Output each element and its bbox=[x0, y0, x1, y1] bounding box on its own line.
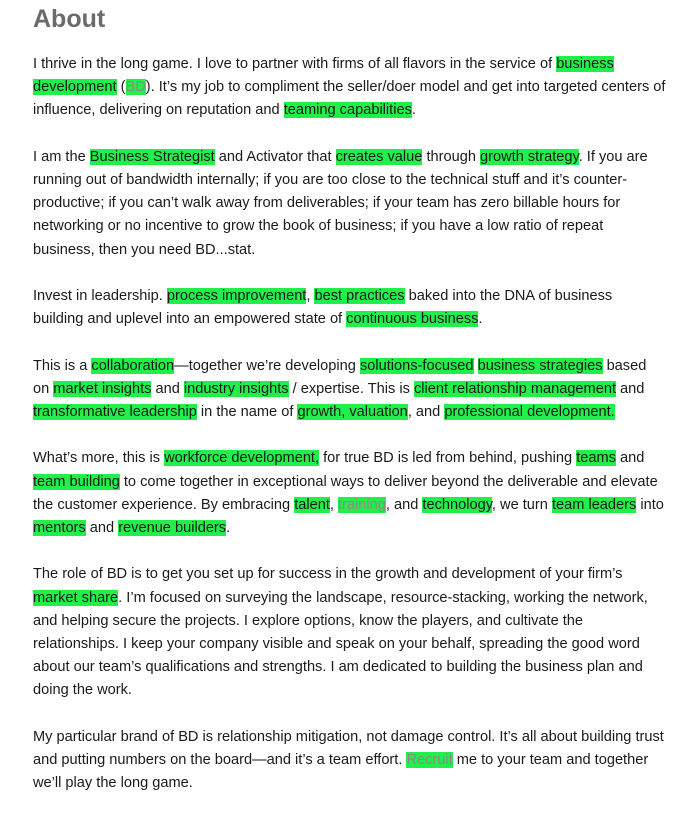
paragraph-text: ( bbox=[116, 79, 126, 96]
paragraph bbox=[33, 355, 666, 425]
paragraph-text: and bbox=[615, 450, 645, 467]
highlighted-keyword: business strategies bbox=[477, 357, 603, 374]
paragraph-text: What’s more, this is bbox=[33, 450, 165, 467]
paragraph-text: into bbox=[636, 496, 664, 513]
highlighted-keyword: solutions-focused bbox=[359, 357, 474, 374]
paragraph-text: / expertise. This is bbox=[288, 380, 414, 397]
highlighted-keyword: collaboration bbox=[91, 357, 175, 374]
paragraph-text: , bbox=[329, 496, 339, 513]
highlighted-keyword: best practices bbox=[314, 288, 405, 304]
paragraph-text: in the name of bbox=[196, 404, 298, 420]
highlighted-keyword: professional development. bbox=[444, 404, 615, 420]
highlighted-keyword: transformative leadership bbox=[33, 404, 197, 420]
paragraph-text: I thrive in the long game. I love to partner with firms of all flavors in the service of bbox=[33, 56, 557, 72]
highlighted-keyword: training bbox=[338, 496, 386, 513]
highlighted-keyword: workforce development, bbox=[164, 450, 320, 467]
paragraph-text: , bbox=[306, 288, 315, 304]
paragraph bbox=[33, 447, 666, 540]
highlighted-keyword: BD bbox=[125, 79, 146, 96]
highlighted-keyword: technology bbox=[422, 496, 492, 513]
paragraph-text: . I’m focused on surveying the landscape, resource-stacking, working the network, and helping secure the projects. I explore options, know the players, and cultivate the relationships. I keep your company visible and speak on your behalf, spreading the good word about our team’s qualifications and strengths. I am dedicated to building the business plan and doing the work. bbox=[33, 589, 648, 699]
highlighted-keyword: revenue builders bbox=[118, 520, 227, 536]
paragraph bbox=[33, 53, 666, 123]
highlighted-keyword: teams bbox=[576, 450, 616, 467]
paragraph-text: through bbox=[422, 148, 481, 165]
highlighted-keyword: team building bbox=[33, 473, 120, 490]
highlighted-keyword: Recruit bbox=[406, 752, 453, 768]
highlighted-keyword: talent bbox=[294, 496, 330, 513]
highlighted-keyword: process improvement bbox=[166, 288, 307, 304]
paragraph-text: for true BD is led from behind, pushing bbox=[319, 450, 577, 467]
paragraph bbox=[33, 563, 666, 702]
highlighted-keyword: Business Strategist bbox=[89, 148, 215, 165]
paragraph bbox=[33, 285, 666, 331]
paragraph-text: based on bbox=[33, 357, 647, 397]
highlighted-keyword: client relationship management bbox=[414, 380, 616, 397]
about-body bbox=[33, 53, 666, 795]
highlighted-keyword: continuous business bbox=[346, 311, 479, 328]
paragraph-text bbox=[474, 358, 478, 374]
paragraph-text: Invest in leadership. bbox=[33, 288, 167, 304]
paragraph bbox=[33, 146, 666, 262]
highlighted-keyword: creates value bbox=[335, 148, 423, 165]
paragraph-text: . bbox=[478, 311, 483, 328]
paragraph-text: My particular brand of BD is relationship mitigation, not damage control. It’s all about building trust and putting numbers on the board—and it’s a team effort. bbox=[33, 728, 664, 768]
paragraph-text: , we turn bbox=[491, 496, 552, 513]
paragraph-text: and bbox=[616, 380, 645, 397]
paragraph-text: . bbox=[226, 520, 231, 536]
paragraph-text: I am the bbox=[33, 148, 90, 165]
paragraph-text: —together we’re developing bbox=[174, 357, 360, 374]
highlighted-keyword: team leaders bbox=[551, 496, 637, 513]
paragraph-text: ). It’s my job to compliment the seller/doer model and get into targeted centers of influence, delivering on reputation and bbox=[33, 79, 666, 119]
page-title: About bbox=[33, 5, 106, 33]
paragraph-text: baked into the DNA of business building and uplevel into an empowered state of bbox=[33, 288, 613, 328]
paragraph-text: . bbox=[411, 102, 416, 119]
paragraph-text: . If you are running out of bandwidth internally; if you are too close to the technical stuff and it’s counter-productive; if you can’t walk away from deliverables; if your team has zero billable hours for networking or no incentive to grow the book of business; if you have a low ratio of repeat business, then you need BD...stat. bbox=[33, 148, 648, 258]
paragraph-text: , and bbox=[407, 404, 445, 420]
paragraph-text: me to your team and together we’ll play the long game. bbox=[33, 752, 649, 792]
highlighted-keyword: teaming capabilities bbox=[283, 102, 412, 119]
highlighted-keyword: growth, valuation bbox=[297, 404, 408, 420]
highlighted-keyword: market share bbox=[33, 589, 119, 606]
paragraph-text: The role of BD is to get you set up for success in the growth and development of your firm’s bbox=[33, 566, 623, 583]
paragraph-text: to come together in exceptional ways to deliver beyond the deliverable and elevate the customer experience. By embracing bbox=[33, 473, 658, 513]
highlighted-keyword: mentors bbox=[33, 520, 86, 536]
paragraph-text: and bbox=[151, 380, 184, 397]
highlighted-keyword: market insights bbox=[53, 380, 152, 397]
highlighted-keyword: business development bbox=[33, 56, 614, 96]
highlighted-keyword: growth strategy bbox=[480, 148, 579, 165]
paragraph bbox=[33, 726, 666, 796]
paragraph-text: This is a bbox=[33, 357, 92, 374]
highlighted-keyword: industry insights bbox=[183, 380, 289, 397]
paragraph-text: and Activator that bbox=[214, 148, 336, 165]
paragraph-text: , and bbox=[385, 496, 423, 513]
paragraph-text: and bbox=[85, 520, 119, 536]
